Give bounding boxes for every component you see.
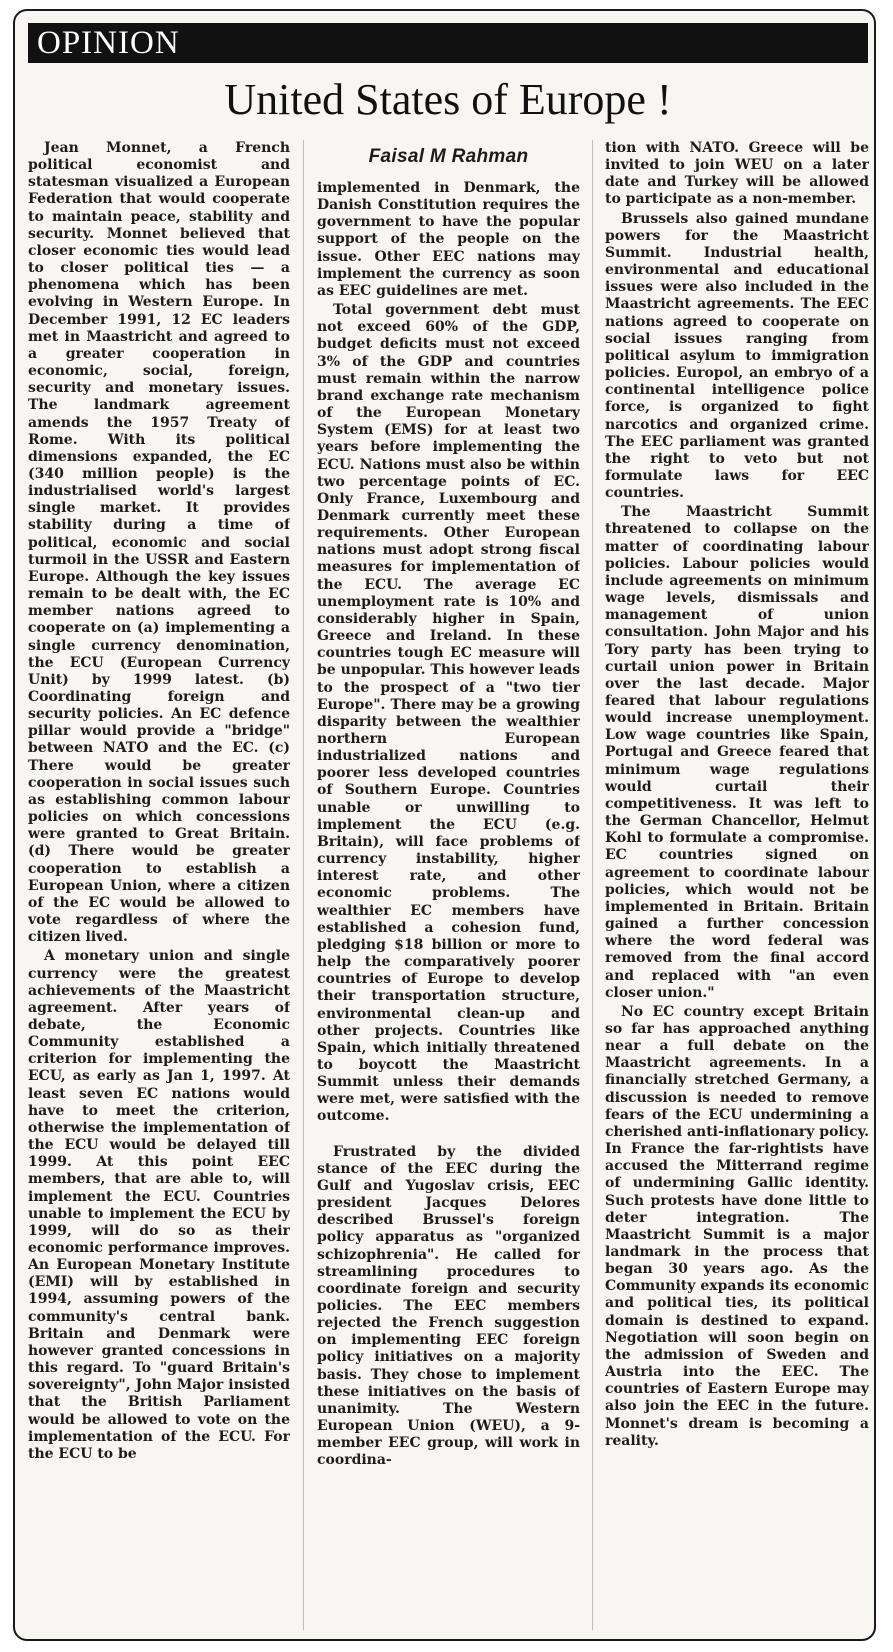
paragraph: The Maastricht Summit threatened to collapse on the matter of coordinating labour policies. Labour policies would include agreements on minimum wage levels, dismissals and management of union consultation. John Major and his Tory party has been trying to curtail union power in Britain over the last decade. Major feared that labour regulations would increase unemployment. Low wage countries like Spain, Portugal and Greece feared that minimum wage regulations would curtail their competitiveness. It was left to the German Chancellor, Helmut Kohl to formulate a compromise. EC countries signed on agreement to coordinate labour policies, which would not be implemented in Britain. Britain gained a further concession where the word federal was removed from the final accord and replaced with "an even closer union.": [605, 504, 869, 1001]
section-banner: OPINION: [28, 23, 868, 63]
paragraph: A monetary union and single currency were the greatest achievements of the Maastricht agreement. After years of debate, the Economic Community established a criterion for implementing the ECU, as early as Jan 1, 1997. At least seven EC nations would have to meet the criterion, otherwise the implementation of the ECU would be delayed till 1999. At this point EEC members, that are able to, will implement the ECU. Countries unable to implement the ECU by 1999, will do so as their economic performance improves. An European Monetary Institute (EMI) will by established in 1994, assuming powers of the community's central bank. Britain and Denmark were however granted concessions in this regard. To "guard Britain's sovereignty", John Major insisted that the British Parliament would be allowed to vote on the implementation of the ECU. For the ECU to be: [28, 948, 290, 1462]
article-column-2: [317, 140, 580, 1635]
paragraph: implemented in Denmark, the Danish Constitution requires the government to have the popular support of the people on the issue. Other EEC nations may implement the currency as soon as EEC guidelines are met.: [317, 180, 580, 299]
column-divider: [592, 140, 593, 1630]
paragraph: Brussels also gained mundane powers for the Maastricht Summit. Industrial health, environmental and educational issues were also included in the Maastricht agreements. The EEC nations agreed to cooperate on social issues ranging from political asylum to immigration policies. Europol, an embryo of a continental intelligence police force, is organized to fight narcotics and organized crime. The EEC parliament was granted the right to veto but not formulate laws for EEC countries.: [605, 210, 869, 502]
paragraph: tion with NATO. Greece will be invited to join WEU on a later date and Turkey will be allowed to participate as a non-member.: [605, 140, 869, 208]
paragraph: Frustrated by the divided stance of the EEC during the Gulf and Yugoslav crisis, EEC president Jacques Delores described Brussel's foreign policy apparatus as "organized schizophrenia". He called for streamlining procedures to coordinate foreign and security policies. The EEC members rejected the French suggestion on implementing EEC foreign policy initiatives on a majority basis. They chose to implement these initiatives on the basis of unanimity. The Western European Union (WEU), a 9-member EEC group, will work in coordina-: [317, 1143, 580, 1469]
paragraph: Jean Monnet, a French political economist and statesman visualized a European Federation that would cooperate to maintain peace, stability and security. Monnet believed that closer economic ties would lead to closer political ties — a phenomena which has been evolving in Western Europe. In December 1991, 12 EC leaders met in Maastricht and agreed to a greater cooperation in economic, social, foreign, security and monetary issues. The landmark agreement amends the 1957 Treaty of Rome. With its political dimensions expanded, the EC (340 million people) is the industrialised world's largest single market. It provides stability during a time of political, economic and social turmoil in the USSR and Eastern Europe. Although the key issues remain to be dealt with, the EC member nations agreed to cooperate on (a) implementing a single currency denomination, the ECU (European Currency Unit) by 1999 latest. (b) Coordinating foreign and security policies. An EC defence pillar would provide a "bridge" between NATO and the EC. (c) There would be greater cooperation in social issues such as establishing common labour policies on which concessions were granted to Great Britain. (d) There would be greater cooperation to establish a European Union, where a citizen of the EC would be allowed to vote regardless of where the citizen lived.: [28, 140, 290, 946]
column-divider: [303, 140, 304, 1630]
paragraph: No EC country except Britain so far has approached anything near a full debate on the Maastricht agreements. In a financially stretched Germany, a discussion is needed to remove fears of the ECU undermining a cherished anti-inflationary policy. In France the far-rightists have accused the Mitterrand regime of undermining Gallic identity. Such protests have done little to deter integration. The Maastricht Summit is a major landmark in the process that began 30 years ago. As the Community expands its economic and political ties, its political domain is destined to expand. Negotiation will soon begin on the admission of Sweden and Austria into the EEC. The countries of Eastern Europe may also join the EEC in the future. Monnet's dream is becoming a reality.: [605, 1003, 869, 1449]
article-column-1: [28, 140, 290, 1635]
paragraph: Total government debt must not exceed 60% of the GDP, budget deficits must not exceed 3% of the GDP and countries must remain within the narrow brand exchange rate mechanism of the European Monetary System (EMS) for at least two years before implementing the ECU. Nations must also be within two percentage points of EC. Only France, Luxembourg and Denmark currently meet these requirements. Other European nations must adopt strong fiscal measures for implementation of the ECU. The average EC unemployment rate is 10% and considerably higher in Spain, Greece and Ireland. In these countries tough EC measure will be unpopular. This however leads to the prospect of a "two tier Europe". There may be a growing disparity between the wealthier northern European industrialized nations and poorer less developed countries of Southern Europe. Countries unable or unwilling to implement the ECU (e.g. Britain), will face problems of currency instability, higher interest rate, and other economic problems. The wealthier EC members have established a cohesion fund, pledging $18 billion or more to help the comparatively poorer countries of Europe to develop their transportation structure, environmental clean-up and other projects. Countries like Spain, which initially threatened to boycott the Maastricht Summit unless their demands were met, were satisfied with the outcome.: [317, 302, 580, 1125]
headline: United States of Europe !: [224, 75, 672, 124]
author-byline: Faisal M Rahman: [368, 146, 529, 167]
article-column-3: [605, 140, 869, 1635]
